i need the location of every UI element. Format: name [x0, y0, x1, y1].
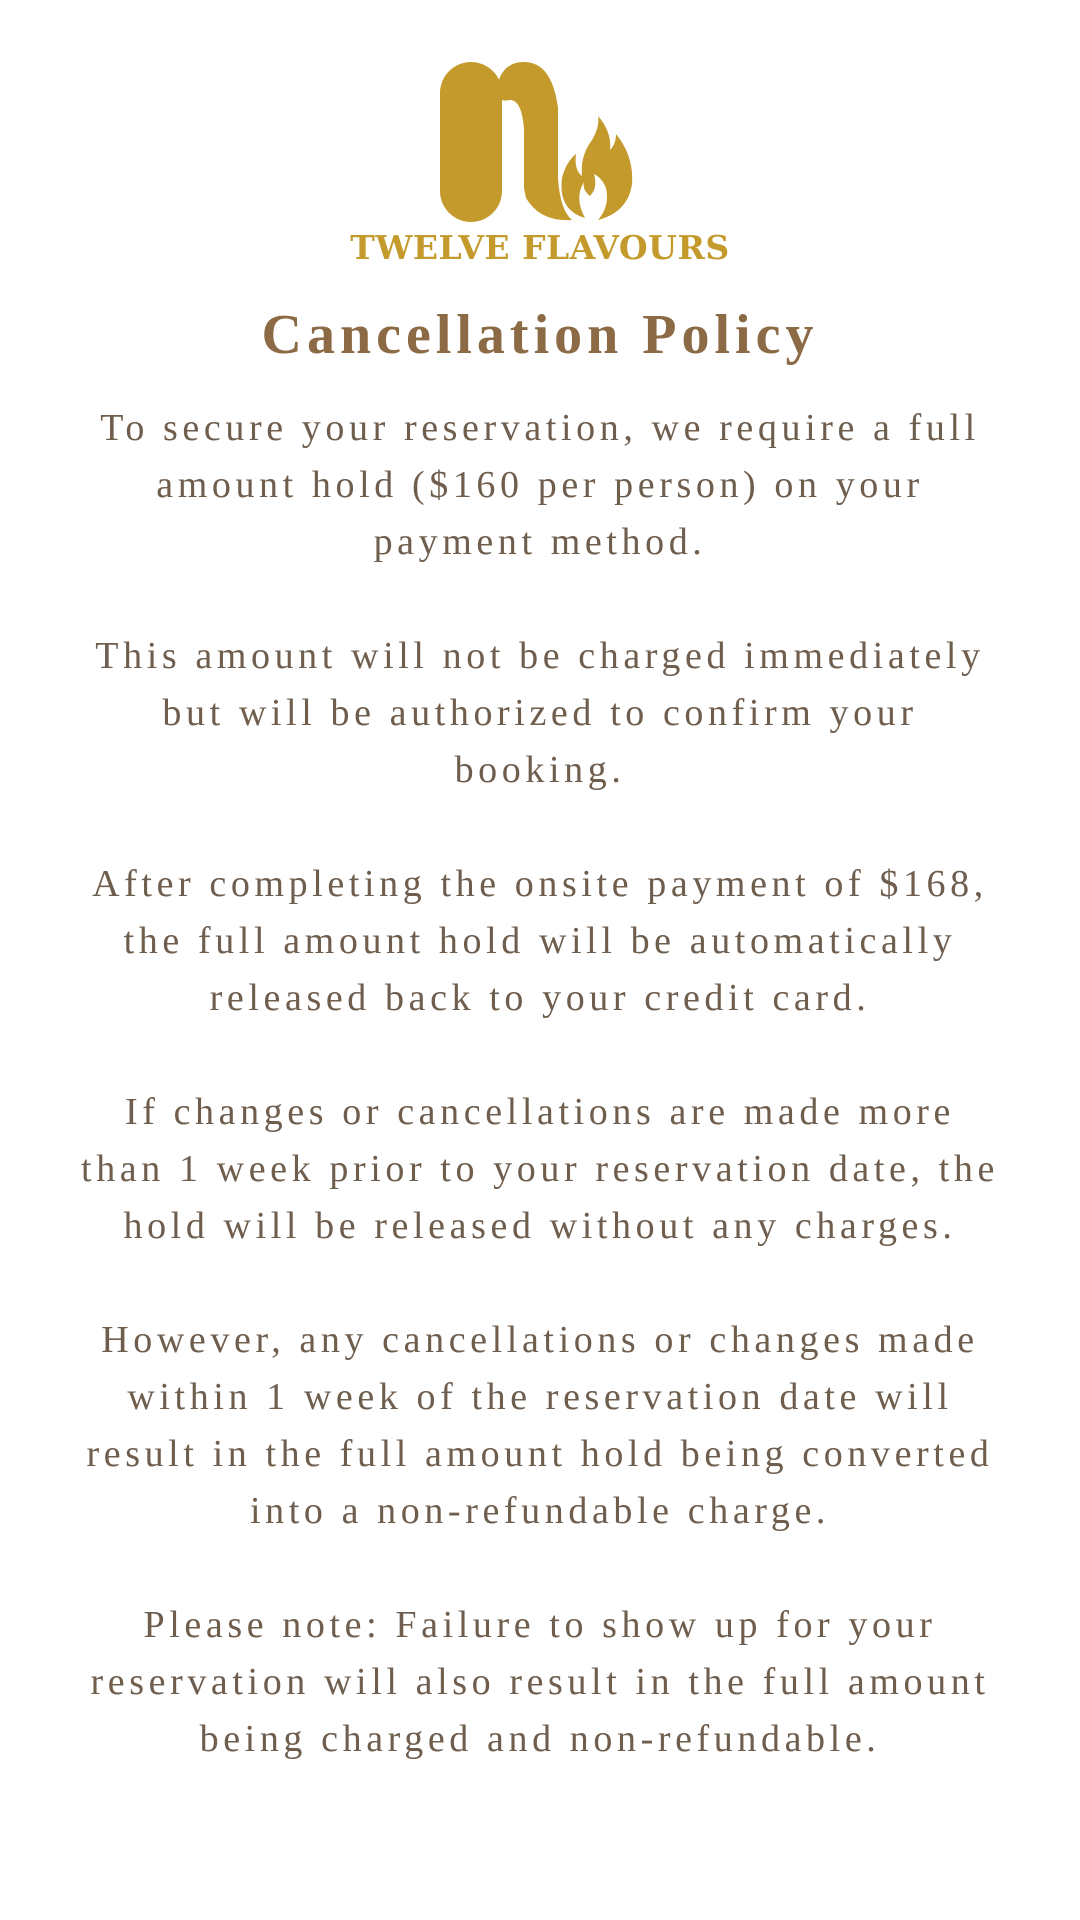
- brand-name: TWELVE FLAVOURS: [350, 228, 730, 267]
- policy-line: within 1 week of the reservation date will: [127, 1376, 953, 1418]
- brand-logo: [350, 60, 730, 270]
- policy-line: Please note: Failure to show up for your: [143, 1604, 937, 1646]
- twelve-flavours-flame-logo-icon: [440, 60, 650, 225]
- policy-paragraph: [50, 400, 1030, 571]
- policy-line: payment method.: [373, 521, 707, 563]
- policy-line: This amount will not be charged immediately: [95, 635, 985, 677]
- policy-line: If changes or cancellations are made more: [124, 1091, 956, 1133]
- policy-paragraph: [50, 856, 1030, 1027]
- policy-line: booking.: [454, 749, 626, 791]
- policy-line: However, any cancellations or changes made: [101, 1319, 979, 1361]
- policy-line: amount hold ($160 per person) on your: [156, 464, 924, 506]
- policy-line: After completing the onsite payment of $168,: [92, 863, 988, 905]
- policy-line: reservation will also result in the full amount: [90, 1661, 990, 1703]
- policy-paragraph: [50, 1084, 1030, 1255]
- policy-line: the full amount hold will be automatically: [123, 920, 957, 962]
- policy-text: [50, 400, 1030, 1768]
- policy-line: hold will be released without any charges.: [123, 1205, 957, 1247]
- page-title: Cancellation Policy: [261, 304, 819, 366]
- policy-line: but will be authorized to confirm your: [162, 692, 918, 734]
- policy-line: released back to your credit card.: [209, 977, 871, 1019]
- policy-paragraph: [50, 628, 1030, 799]
- policy-line: To secure your reservation, we require a full: [100, 407, 980, 449]
- policy-line: than 1 week prior to your reservation date, the: [81, 1148, 999, 1190]
- policy-line: into a non-refundable charge.: [249, 1490, 831, 1532]
- policy-line: being charged and non-refundable.: [199, 1718, 881, 1760]
- policy-paragraph: [50, 1312, 1030, 1540]
- policy-paragraph: [50, 1597, 1030, 1768]
- policy-line: result in the full amount hold being converted: [86, 1433, 994, 1475]
